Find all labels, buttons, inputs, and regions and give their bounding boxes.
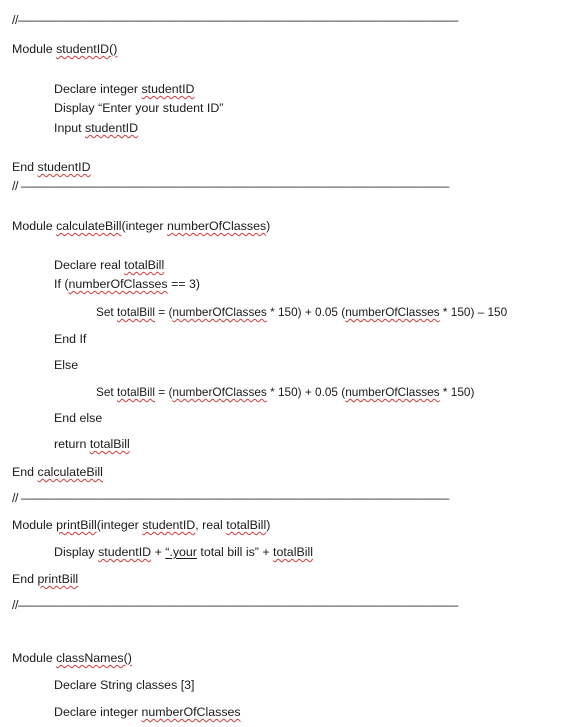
code-line: Else (54, 358, 79, 372)
code-line: End else (54, 411, 103, 425)
module-header-printbill: Module printBill(integer studentID, real totalBill) (12, 518, 271, 532)
module-header-studentid: Module studentID() (12, 42, 118, 56)
code-line: Display studentID + “.your total bill is” + totalBill (54, 545, 313, 559)
code-line: Declare integer studentID (54, 82, 195, 96)
separator-line: //————————————————————————————————————— (12, 598, 458, 612)
separator-line: // ———————————————————————————————————— (12, 179, 449, 193)
module-end-calculatebill: End calculateBill (12, 465, 103, 479)
code-line: Declare real totalBill (54, 258, 165, 272)
code-line: return totalBill (54, 437, 130, 451)
code-line: If (numberOfClasses == 3) (54, 277, 201, 291)
code-line: Declare integer numberOfClasses (54, 705, 241, 719)
separator-line: // ———————————————————————————————————— (12, 491, 449, 505)
module-header-classnames: Module classNames() (12, 651, 132, 665)
code-line: Set totalBill = (numberOfClasses * 150) + 0.05 (numberOfClasses * 150) – 150 (96, 305, 508, 319)
module-header-calculatebill: Module calculateBill(integer numberOfClasses) (12, 219, 271, 233)
module-end-printbill: End printBill (12, 572, 79, 586)
code-line: End If (54, 332, 87, 346)
separator-line: //————————————————————————————————————— (12, 13, 458, 27)
module-end-studentid: End studentID (12, 160, 91, 174)
code-line: Set totalBill = (numberOfClasses * 150) + 0.05 (numberOfClasses * 150) (96, 385, 475, 399)
code-line: Declare String classes [3] (54, 678, 195, 692)
code-line: Display “Enter your student ID” (54, 101, 224, 115)
code-line: Input studentID (54, 121, 139, 135)
